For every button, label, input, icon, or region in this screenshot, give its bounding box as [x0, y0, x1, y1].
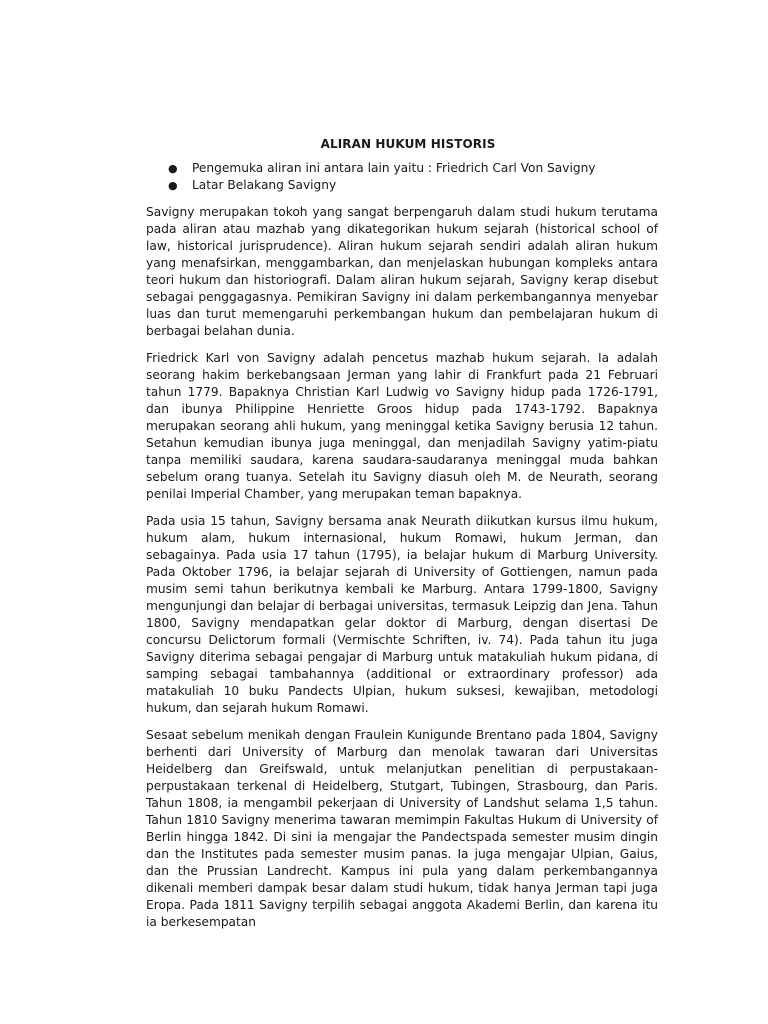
document-title: ALIRAN HUKUM HISTORIS: [320, 137, 496, 151]
bullet-item: [168, 160, 658, 177]
paragraph: Sesaat sebelum menikah dengan Fraulein Kunigunde Brentano pada 1804, Savigny berhenti dari University of Marburg dan menolak tawaran dari Universitas Heidelberg dan Greifswald, untuk melanjutkan penelitian di perpustakaan-perpustakaan terkenal di Heidelberg, Stutgart, Tubingen, Strasbourg, dan Paris. Tahun 1808, ia mengambil pekerjaan di University of Landshut selama 1,5 tahun. Tahun 1810 Savigny menerima tawaran memimpin Fakultas Hukum di University of Berlin hingga 1842. Di sini ia mengajar the Pandectspada semester musim dingin dan the Institutes pada semester musim panas. Ia juga mengajar Ulpian, Gaius, dan the Prussian Landrecht. Kampus ini pula yang dalam perkembangannya dikenali memberi dampak besar dalam studi hukum, tidak hanya Jerman tapi juga Eropa. Pada 1811 Savigny terpilih sebagai anggota Akademi Berlin, dan karena itu ia berkesempatan: [146, 728, 658, 929]
paragraph: Pada usia 15 tahun, Savigny bersama anak Neurath diikutkan kursus ilmu hukum, hukum alam, hukum internasional, hukum Romawi, hukum Jerman, dan sebagainya. Pada usia 17 tahun (1795), ia belajar hukum di Marburg University. Pada Oktober 1796, ia belajar sejarah di University of Gottiengen, namun pada musim semi tahun berikutnya kembali ke Marburg. Antara 1799-1800, Savigny mengunjungi dan belajar di berbagai universitas, termasuk Leipzig dan Jena. Tahun 1800, Savigny mendapatkan gelar doktor di Marburg, dengan disertasi De concursu Delictorum formali (Vermischte Schriften, iv. 74). Pada tahun itu juga Savigny diterima sebagai pengajar di Marburg untuk matakuliah hukum pidana, di samping sebagai tambahannya (additional or extraordinary professor) ada matakuliah 10 buku Pandects Ulpian, hukum suksesi, kewajiban, metodologi hukum, dan sejarah hukum Romawi.: [146, 514, 658, 715]
bullet-text: Pengemuka aliran ini antara lain yaitu : Friedrich Carl Von Savigny: [192, 161, 596, 175]
paragraph: Friedrick Karl von Savigny adalah pencetus mazhab hukum sejarah. Ia adalah seorang hakim berkebangsaan Jerman yang lahir di Frankfurt pada 21 Februari tahun 1779. Bapaknya Christian Karl Ludwig vo Savigny hidup pada 1726-1791, dan ibunya Philippine Henriette Groos hidup pada 1743-1792. Bapaknya merupakan seorang ahli hukum, yang meninggal ketika Savigny berusia 12 tahun. Setahun kemudian ibunya juga meninggal, dan menjadilah Savigny yatim-piatu tanpa memiliki saudara, karena saudara-saudaranya meninggal muda bahkan sebelum orang tuanya. Setelah itu Savigny diasuh oleh M. de Neurath, seorang penilai Imperial Chamber, yang merupakan teman bapaknya.: [146, 351, 658, 501]
bullet-dot-icon: ●: [168, 179, 178, 192]
paragraph: Savigny merupakan tokoh yang sangat berpengaruh dalam studi hukum terutama pada aliran atau mazhab yang dikategorikan hukum sejarah (historical school of law, historical jurisprudence). Aliran hukum sejarah sendiri adalah aliran hukum yang menafsirkan, menggambarkan, dan menjelaskan hubungan kompleks antara teori hukum dan historiografi. Dalam aliran hukum sejarah, Savigny kerap disebut sebagai penggagasnya. Pemikiran Savigny ini dalam perkembangannya menyebar luas dan turut memengaruhi perkembangan hukum dan pembelajaran hukum di berbagai belahan dunia.: [146, 205, 658, 338]
bullet-dot-icon: ●: [168, 162, 178, 175]
bullet-item: [168, 177, 658, 194]
bullet-list: [146, 160, 658, 194]
bullet-text: Latar Belakang Savigny: [192, 178, 337, 192]
